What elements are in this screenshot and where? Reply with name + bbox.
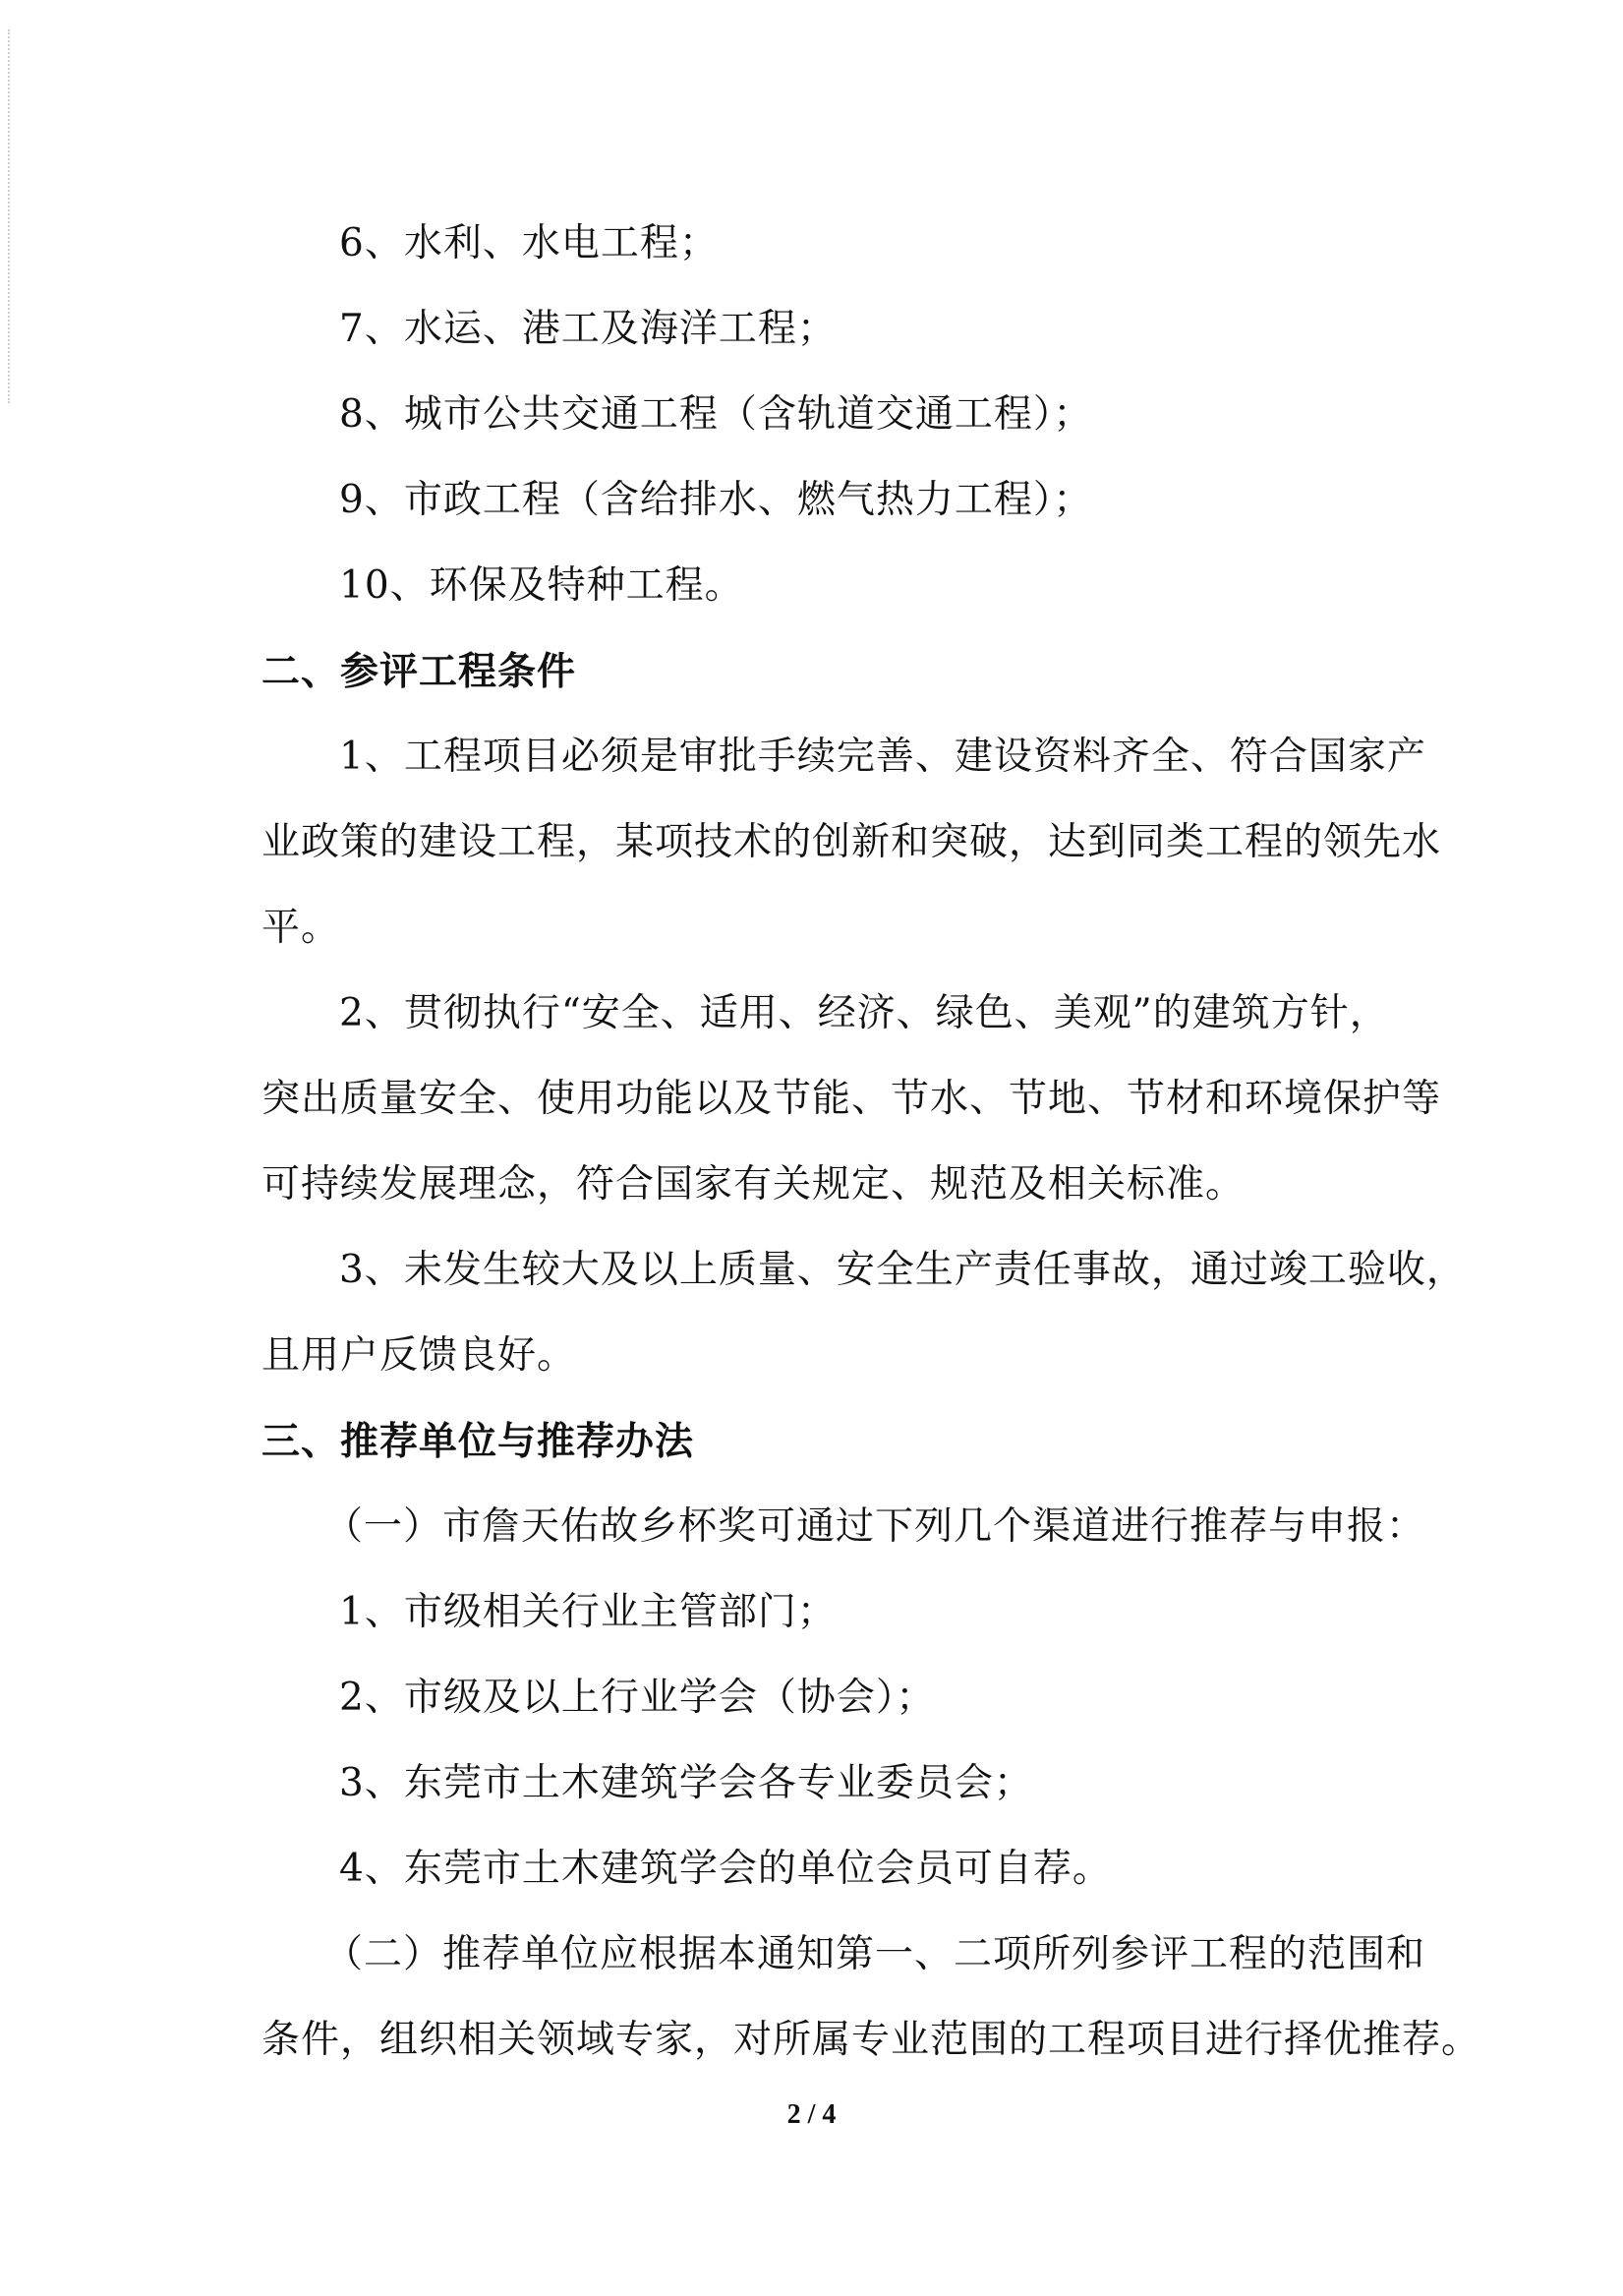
paragraph-line: 且用户反馈良好。 xyxy=(261,1333,577,1378)
section-heading: 二、参评工程条件 xyxy=(261,649,577,694)
paragraph-line: 2、贯彻执行“安全、适用、经济、绿色、美观”的建筑方针， xyxy=(339,991,1389,1035)
paragraph-line: 突出质量安全、使用功能以及节能、节水、节地、节材和环境保护等 xyxy=(261,1077,1442,1121)
list-item: 8、城市公共交通工程（含轨道交通工程）； xyxy=(339,392,1093,437)
scan-edge-mark xyxy=(8,29,12,403)
section-heading: 三、推荐单位与推荐办法 xyxy=(261,1419,695,1464)
paragraph-line: 1、工程项目必须是审批手续完善、建设资料齐全、符合国家产 xyxy=(339,735,1426,779)
list-item: 10、环保及特种工程。 xyxy=(339,563,744,608)
paragraph-line: 条件，组织相关领域专家，对所属专业范围的工程项目进行择优推荐。 xyxy=(261,2018,1481,2062)
paragraph-line: 可持续发展理念，符合国家有关规定、规范及相关标准。 xyxy=(261,1162,1246,1207)
list-item: 7、水运、港工及海洋工程； xyxy=(339,307,837,351)
paragraph-line: （二）推荐单位应根据本通知第一、二项所列参评工程的范围和 xyxy=(324,1932,1426,1976)
paragraph-line: 3、未发生较大及以上质量、安全生产责任事故，通过竣工验收， xyxy=(339,1248,1466,1292)
paragraph-line: 业政策的建设工程，某项技术的创新和突破，达到同类工程的领先水 xyxy=(261,820,1442,864)
list-item: 6、水利、水电工程； xyxy=(339,221,719,265)
list-item: 3、东莞市土木建筑学会各专业委员会； xyxy=(339,1761,1033,1805)
paragraph-line: 平。 xyxy=(261,906,341,950)
list-item: 1、市级相关行业主管部门； xyxy=(339,1590,837,1634)
page-number: 2 / 4 xyxy=(786,2099,837,2130)
sub-heading: （一）市詹天佑故乡杯奖可通过下列几个渠道进行推荐与申报： xyxy=(324,1504,1426,1549)
list-item: 2、市级及以上行业学会（协会）； xyxy=(339,1676,936,1720)
list-item: 4、东莞市土木建筑学会的单位会员可自荐。 xyxy=(339,1847,1112,1891)
list-item: 9、市政工程（含给排水、燃气热力工程）； xyxy=(339,478,1093,522)
